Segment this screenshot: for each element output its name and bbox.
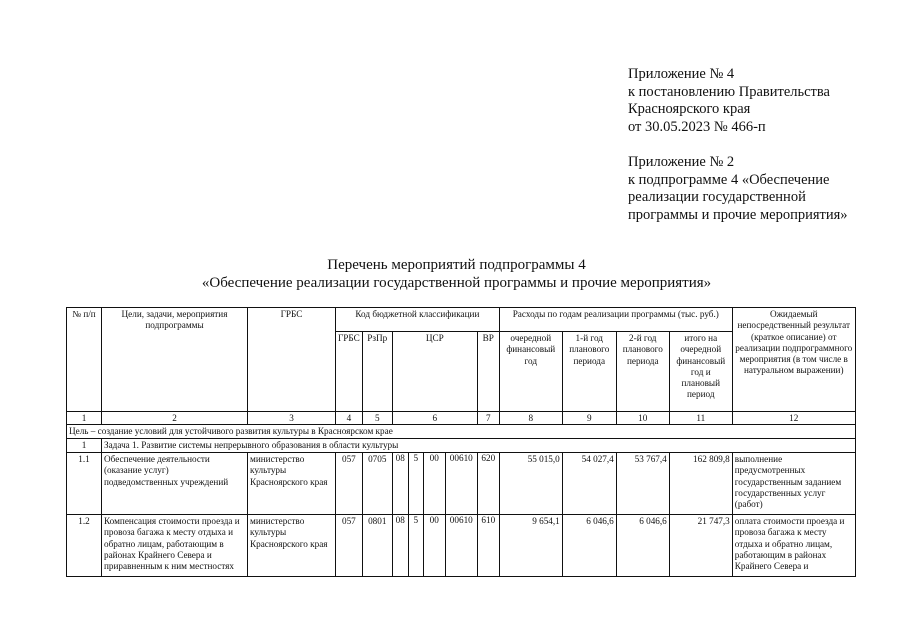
subheader-year1: 1-й год планового периода (562, 332, 616, 412)
row-year2: 53 767,4 (616, 453, 669, 515)
appendix-4-line4: от 30.05.2023 № 466-п (628, 118, 766, 135)
column-number: 12 (732, 412, 855, 425)
goal-text: Цель – создание условий для устойчивого развития культуры в Красноярском крае (67, 425, 856, 439)
column-number: 11 (669, 412, 732, 425)
document-title-line2: «Обеспечение реализации государственной программы и прочие мероприятия» (201, 275, 712, 291)
row-grbs-code: 057 (336, 453, 363, 515)
subheader-rzpr: РзПр (362, 332, 392, 412)
task-num: 1 (67, 439, 102, 453)
appendix-4-block (628, 66, 830, 136)
column-numbers-row (67, 412, 856, 425)
row-current-year: 9 654,1 (499, 515, 562, 577)
row-csr-part2: 5 (408, 515, 423, 577)
row-grbs-code: 057 (336, 515, 363, 577)
row-name: Компенсация стоимости проезда и провоза багажа к месту отдыха и обратно лицам, работающим в районах Крайнего Севера и приравненным к ним местностях (102, 515, 248, 577)
header-row-1 (67, 308, 856, 332)
row-year2: 6 046,6 (616, 515, 669, 577)
appendix-4-line3: Красноярского края (628, 101, 751, 117)
subheader-total: итого на очередной финансовый год и плановый период (669, 332, 732, 412)
row-year1: 6 046,6 (562, 515, 616, 577)
column-number: 4 (336, 412, 363, 425)
subheader-grbs: ГРБС (336, 332, 363, 412)
appendix-2-line2: к подпрограмме 4 «Обеспечение (628, 171, 830, 188)
header-goals: Цели, задачи, мероприятия подпрограммы (102, 308, 248, 412)
table-row (67, 515, 856, 577)
subheader-current-year: очередной финансовый год (499, 332, 562, 412)
header-expenses: Расходы по годам реализации программы (тыс. руб.) (499, 308, 732, 332)
header-budget-code: Код бюджетной классификации (336, 308, 500, 332)
column-number: 6 (392, 412, 477, 425)
column-number: 9 (562, 412, 616, 425)
row-csr-part1: 08 (392, 515, 408, 577)
row-rzpr: 0705 (362, 453, 392, 515)
appendix-4-line2: к постановлению Правительства (628, 83, 830, 100)
row-csr-part2: 5 (408, 453, 423, 515)
appendix-4-line1: Приложение № 4 (628, 66, 735, 82)
goal-row (67, 425, 856, 439)
row-total: 21 747,3 (669, 515, 732, 577)
row-grbs-name: министерство культуры Красноярского края (248, 515, 336, 577)
row-year1: 54 027,4 (562, 453, 616, 515)
table-row (67, 453, 856, 515)
row-csr-part4: 00610 (445, 515, 477, 577)
appendix-2-line3: реализации государственной (628, 189, 806, 205)
task-text: Задача 1. Развитие системы непрерывного образования в области культуры (102, 439, 856, 453)
row-num: 1.2 (67, 515, 102, 577)
column-number: 10 (616, 412, 669, 425)
row-grbs-name: министерство культуры Красноярского края (248, 453, 336, 515)
row-vr: 610 (477, 515, 499, 577)
measures-table (66, 307, 856, 577)
column-number: 5 (362, 412, 392, 425)
column-number: 7 (477, 412, 499, 425)
task-row (67, 439, 856, 453)
row-csr-part1: 08 (392, 453, 408, 515)
document-title-line1: Перечень мероприятий подпрограммы 4 (327, 257, 586, 273)
row-vr: 620 (477, 453, 499, 515)
subheader-csr: ЦСР (392, 332, 477, 412)
column-number: 8 (499, 412, 562, 425)
header-grbs: ГРБС (248, 308, 336, 412)
row-num: 1.1 (67, 453, 102, 515)
subheader-vr: ВР (477, 332, 499, 412)
appendix-2-block (628, 154, 848, 224)
row-result: выполнение предусмотренных государственным заданием государственных услуг (работ) (732, 453, 855, 515)
row-name: Обеспечение деятельности (оказание услуг) подведомственных учреждений (102, 453, 248, 515)
column-number: 2 (102, 412, 248, 425)
row-total: 162 809,8 (669, 453, 732, 515)
appendix-2-line4: программы и прочие мероприятия» (628, 206, 848, 223)
row-csr-part3: 00 (423, 453, 445, 515)
header-num: № п/п (67, 308, 102, 412)
row-result: оплата стоимости проезда и провоза багажа к месту отдыха и обратно лицам, работающим в районах Крайнего Севера и (732, 515, 855, 577)
row-current-year: 55 015,0 (499, 453, 562, 515)
row-rzpr: 0801 (362, 515, 392, 577)
subheader-year2: 2-й год планового периода (616, 332, 669, 412)
row-csr-part4: 00610 (445, 453, 477, 515)
column-number: 1 (67, 412, 102, 425)
column-number: 3 (248, 412, 336, 425)
appendix-2-line1: Приложение № 2 (628, 154, 735, 170)
row-csr-part3: 00 (423, 515, 445, 577)
header-result: Ожидаемый непосредственный результат (краткое описание) от реализации подпрограммного мероприятия (в том числе в натуральном выражении) (732, 308, 855, 412)
